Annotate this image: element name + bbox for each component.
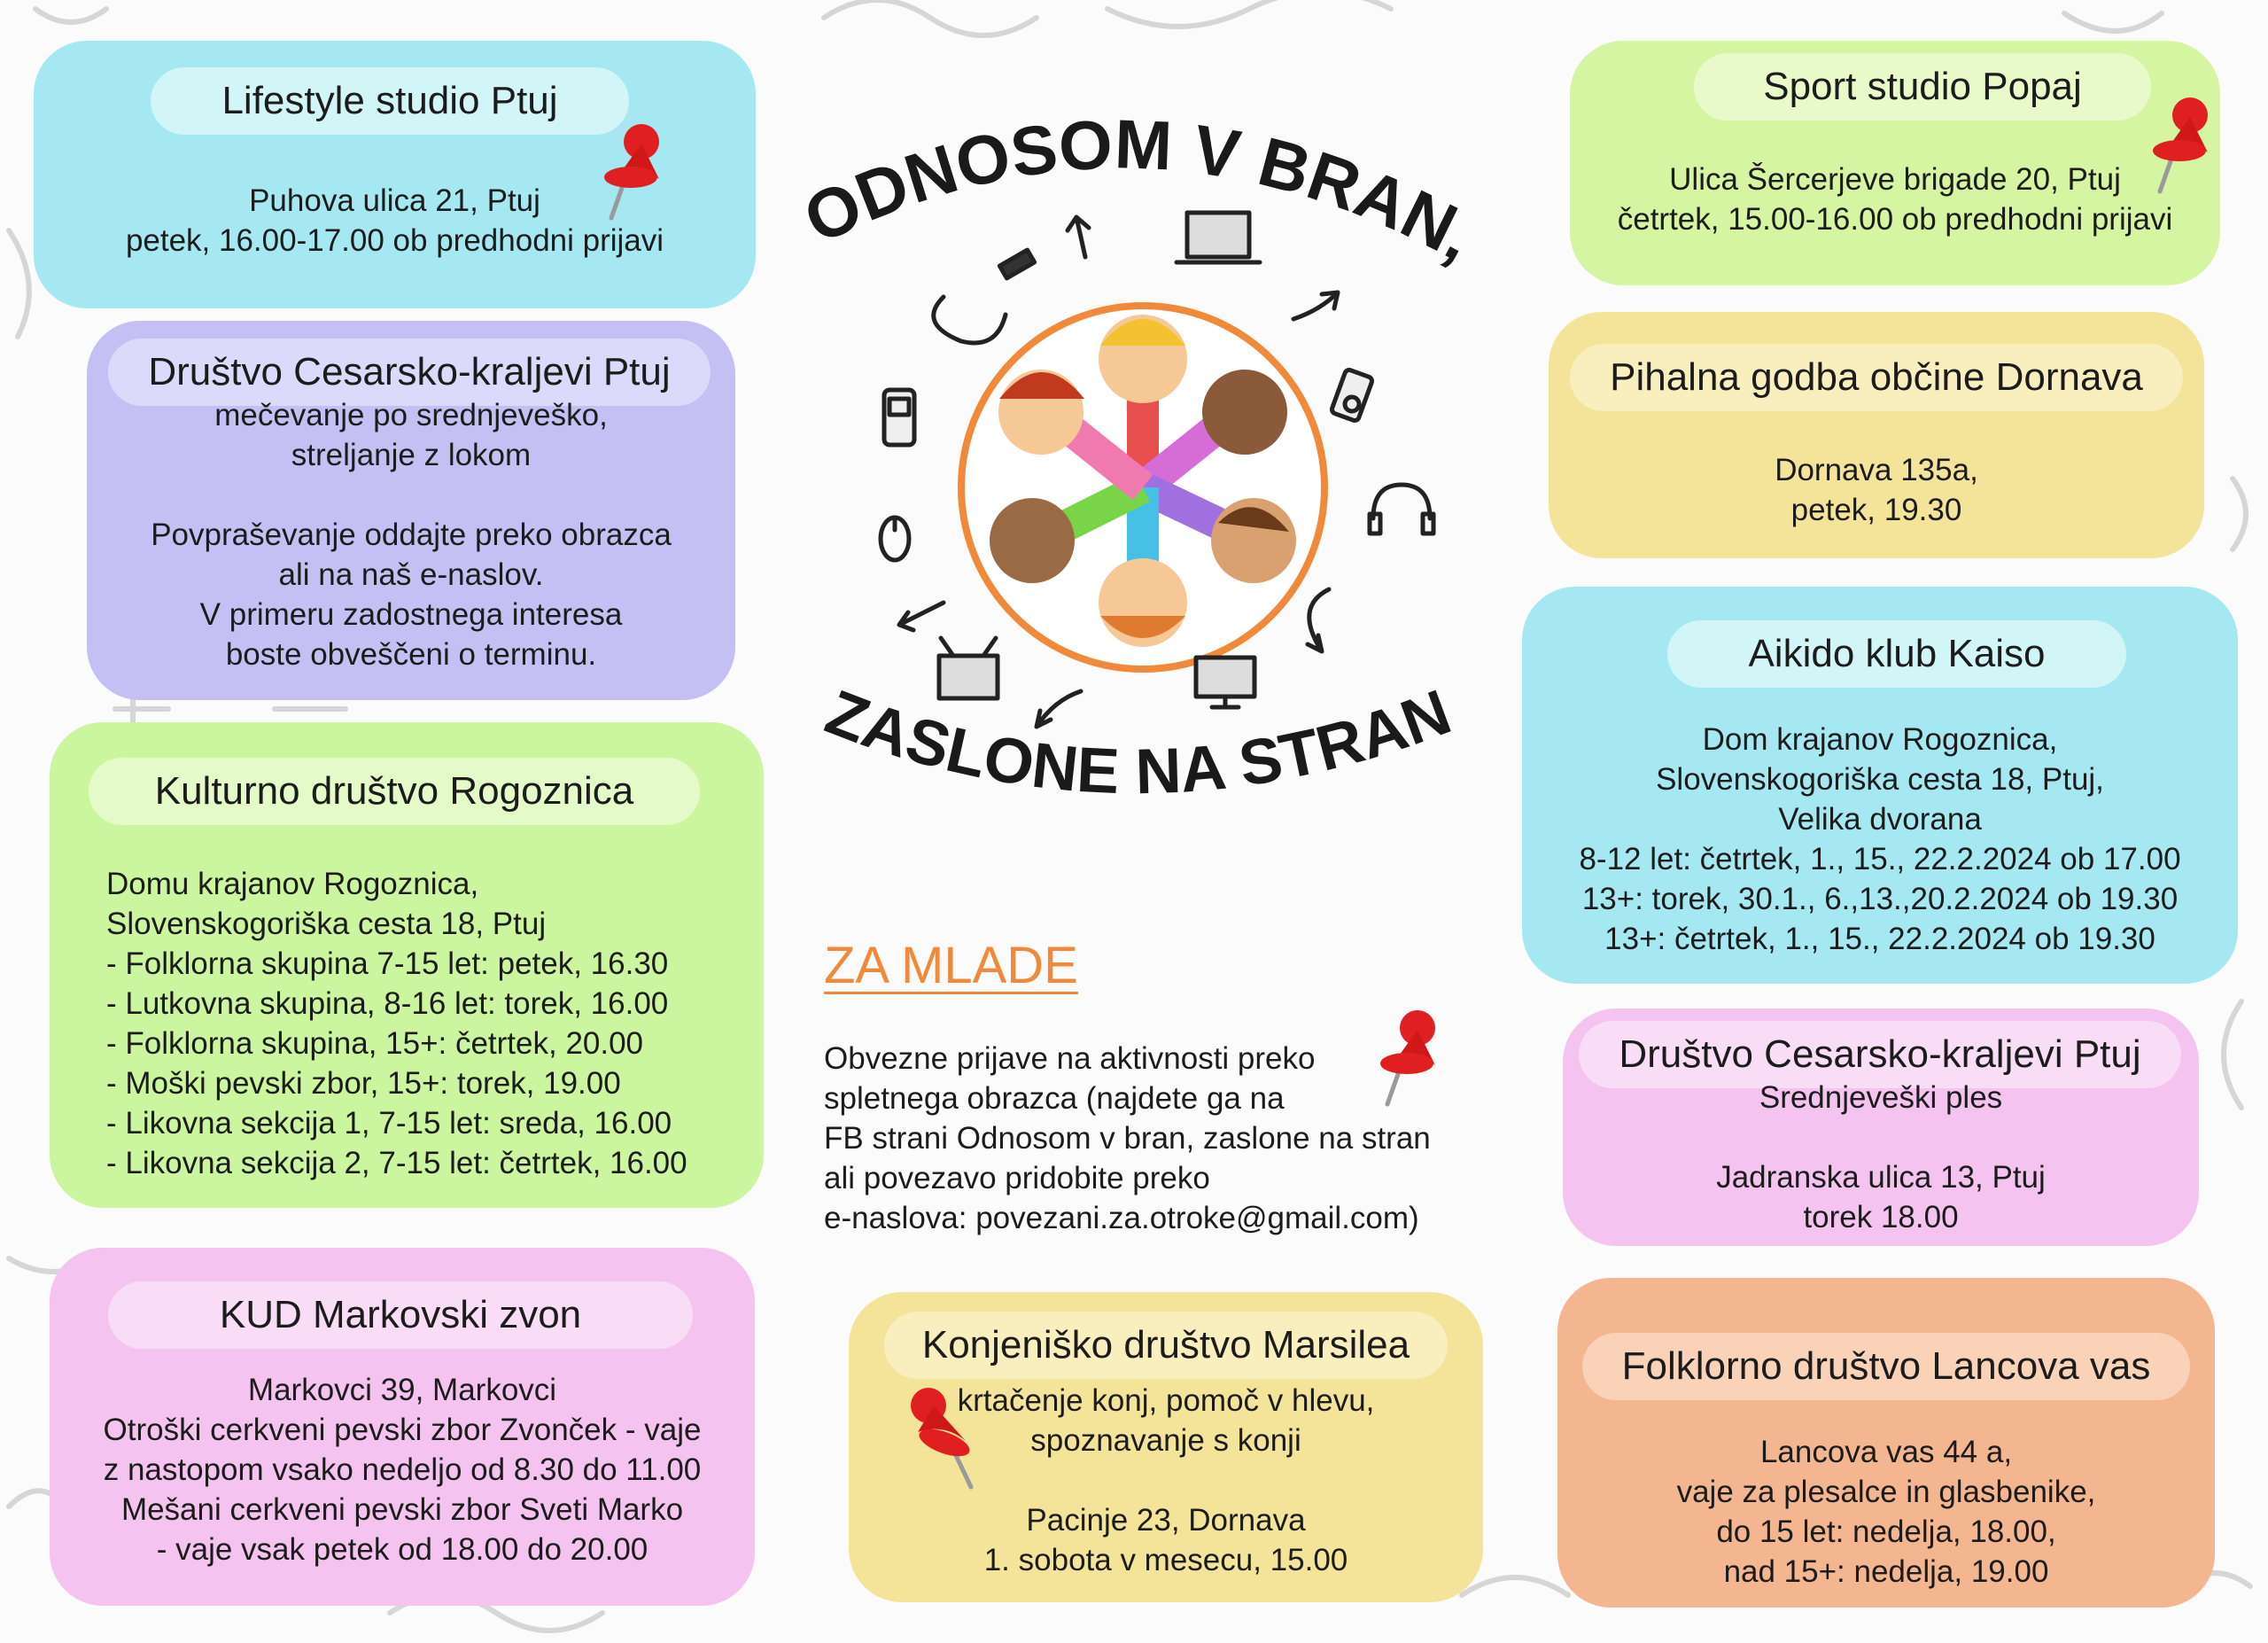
card-line: Dom krajanov Rogoznica,: [1702, 722, 2058, 757]
card-body: [1570, 160, 2220, 239]
pushpin-icon: [1371, 1005, 1451, 1111]
card-line: Velika dvorana: [1778, 802, 1982, 837]
card-folklorno-drustvo: [1557, 1278, 2215, 1608]
card-line: z nastopom vsako nedeljo od 8.30 do 11.00: [103, 1452, 702, 1487]
card-line: četrtek, 15.00-16.00 ob predhodni prijavi: [1617, 202, 2173, 237]
svg-text:ODNOSOM V BRAN,: [792, 106, 1487, 276]
card-line: 13+: torek, 30.1., 6.,13.,20.2.2024 ob 19.30: [1581, 882, 2179, 916]
card-body: [87, 395, 735, 674]
card-line: Lancova vas 44 a,: [1759, 1435, 2013, 1469]
card-line: 8-12 let: četrtek, 1., 15., 22.2.2024 ob 17.00: [1579, 842, 2181, 876]
card-body: [1522, 720, 2238, 959]
card-line: - Likovna sekcija 1, 7-15 let: sreda, 16.00: [106, 1106, 672, 1141]
pushpin-icon: [2144, 92, 2224, 199]
card-line: streljanje z lokom: [291, 438, 532, 472]
card-kulturno-drustvo-rogoznica: [50, 722, 764, 1208]
phone-icon: [884, 390, 914, 445]
card-pihalna-godba: [1549, 312, 2204, 558]
card-line: Pacinje 23, Dornava: [1026, 1503, 1306, 1538]
card-body: [1549, 450, 2204, 530]
card-line: Dornava 135a,: [1775, 453, 1978, 487]
card-body: [1557, 1432, 2215, 1592]
header-title-bottom: ZASLONE NA STRAN: [816, 676, 1460, 808]
pushpin-icon: [595, 119, 675, 225]
card-cesarsko-kraljevi-left: [87, 321, 735, 700]
card-line: - vaje vsak petek od 18.00 do 20.00: [156, 1532, 649, 1567]
card-title: Društvo Cesarsko-kraljevi Ptuj: [1579, 1021, 2181, 1088]
card-line: - Folklorna skupina, 15+: četrtek, 20.00: [106, 1026, 644, 1061]
arrow-icon: [1293, 292, 1338, 319]
usb-stick-icon: [999, 250, 1034, 278]
monitor-icon: [1196, 658, 1254, 707]
card-line: Ulica Šercerjeve brigade 20, Ptuj: [1669, 162, 2121, 197]
mp3-player-icon: [1331, 369, 1373, 422]
card-line: - Moški pevski zbor, 15+: torek, 19.00: [106, 1066, 621, 1101]
card-cesarsko-kraljevi-right: [1563, 1008, 2199, 1246]
card-line: petek, 19.30: [1790, 493, 1962, 527]
card-kud-markovski-zvon: [50, 1248, 755, 1606]
card-body: [50, 1370, 755, 1569]
arrow-icon: [899, 603, 944, 630]
card-line: - Folklorna skupina 7-15 let: petek, 16.30: [106, 946, 669, 981]
tv-icon: [939, 638, 998, 698]
text-line: spletnega obrazca (najdete ga na: [824, 1081, 1285, 1116]
card-line: Otroški cerkveni pevski zbor Zvonček - vaje: [103, 1413, 702, 1447]
card-line: V primeru zadostnega interesa: [199, 597, 623, 632]
card-line: - Likovna sekcija 2, 7-15 let: četrtek, 16.00: [106, 1146, 687, 1180]
card-line: krtačenje konj, pomoč v hlevu,: [957, 1383, 1375, 1418]
card-line: 1. sobota v mesecu, 15.00: [983, 1543, 1348, 1577]
za-mlade-text: [824, 1039, 1431, 1238]
card-line: do 15 let: nedelja, 18.00,: [1716, 1515, 2056, 1549]
headset-icon: [1370, 485, 1433, 533]
card-line: ali na naš e-naslov.: [278, 557, 544, 592]
card-line: Slovenskogoriška cesta 18, Ptuj: [106, 907, 547, 941]
card-title: Društvo Cesarsko-kraljevi Ptuj: [108, 339, 711, 406]
mouse-icon: [881, 518, 909, 560]
card-title: Konjeniško društvo Marsilea: [884, 1312, 1448, 1379]
card-line: boste obveščeni o terminu.: [225, 637, 597, 672]
card-title: Lifestyle studio Ptuj: [151, 67, 629, 135]
arrow-icon: [1037, 691, 1081, 727]
card-line: [1563, 1117, 2199, 1157]
laptop-icon: [1177, 213, 1260, 262]
card-title: KUD Markovski zvon: [108, 1281, 693, 1349]
card-line: Markovci 39, Markovci: [247, 1373, 557, 1407]
card-line: spoznavanje s konji: [1030, 1423, 1301, 1458]
card-line: Srednjeveški ples: [1759, 1080, 2003, 1115]
card-title: Kulturno društvo Rogoznica: [89, 758, 700, 825]
arrow-icon: [934, 297, 1006, 343]
card-line: Povpraševanje oddajte preko obrazca: [151, 518, 672, 552]
card-line: nad 15+: nedelja, 19.00: [1723, 1554, 2049, 1589]
pushpin-icon: [900, 1379, 989, 1494]
header-title-top: ODNOSOM V BRAN,: [792, 106, 1488, 276]
svg-text:ZASLONE NA STRAN: [817, 676, 1460, 807]
card-line: Puhova ulica 21, Ptuj: [249, 183, 540, 218]
card-line: vaje za plesalce in glasbenike,: [1676, 1475, 2096, 1509]
card-line: petek, 16.00-17.00 ob predhodni prijavi: [125, 223, 664, 258]
card-title: Aikido klub Kaiso: [1667, 620, 2126, 688]
arrow-icon: [1308, 589, 1329, 651]
center-logo: [771, 106, 1497, 860]
arrow-icon: [1068, 217, 1089, 257]
card-line: Slovenskogoriška cesta 18, Ptuj,: [1656, 762, 2104, 797]
card-title: Pihalna godba občine Dornava: [1570, 344, 2183, 411]
card-line: Mešani cerkveni pevski zbor Sveti Marko: [120, 1492, 684, 1527]
card-line: torek 18.00: [1803, 1200, 1959, 1234]
text-line: e-naslova: povezani.za.otroke@gmail.com): [824, 1201, 1419, 1235]
card-line: - Lutkovna skupina, 8-16 let: torek, 16.00: [106, 986, 669, 1021]
card-line: Domu krajanov Rogoznica,: [106, 867, 479, 901]
card-title: Folklorno društvo Lancova vas: [1582, 1333, 2190, 1400]
card-line: 13+: četrtek, 1., 15., 22.2.2024 ob 19.30: [1604, 922, 2155, 956]
za-mlade-heading: ZA MLADE: [824, 937, 1078, 994]
card-line: mečevanje po srednjeveško,: [214, 398, 608, 432]
card-title: Sport studio Popaj: [1694, 53, 2151, 121]
card-body: [1563, 1078, 2199, 1237]
text-line: FB strani Odnosom v bran, zaslone na stran: [824, 1121, 1431, 1156]
text-line: ali povezavo pridobite preko: [824, 1161, 1210, 1195]
card-line: [87, 475, 735, 515]
card-body: [106, 864, 764, 1183]
card-line: Jadranska ulica 13, Ptuj: [1716, 1160, 2046, 1195]
text-line: Obvezne prijave na aktivnosti preko: [824, 1041, 1316, 1076]
card-sport-studio-popaj: [1570, 41, 2220, 285]
card-aikido-klub: [1522, 587, 2238, 984]
